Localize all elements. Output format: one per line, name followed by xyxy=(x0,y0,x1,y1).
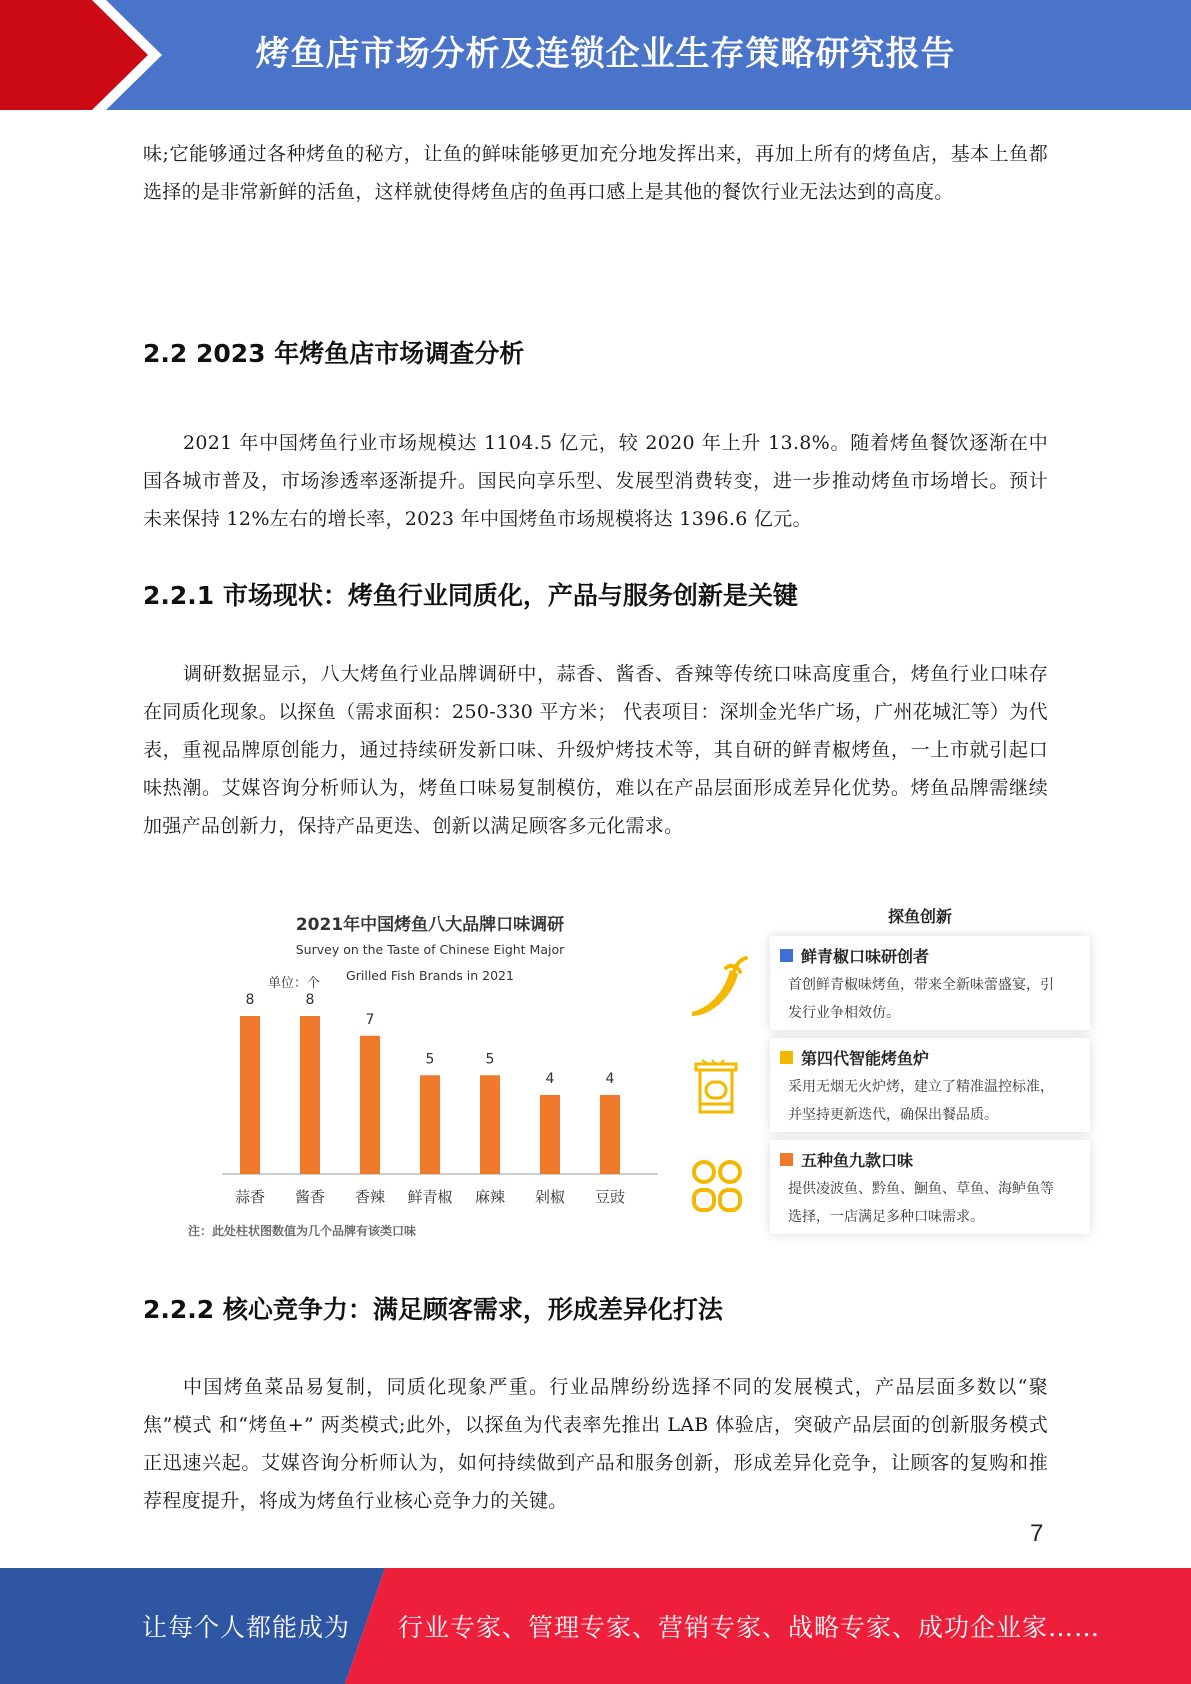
card-2-title: 第四代智能烤鱼炉 xyxy=(801,1049,930,1068)
chart-subtitle-line2: Grilled Fish Brands in 2021 xyxy=(346,968,514,983)
bar-2 xyxy=(300,1016,320,1174)
page-header xyxy=(0,0,1191,110)
section-heading-2-2: 2.2 2023 年烤鱼店市场调查分析 xyxy=(143,339,525,368)
page-number: 7 xyxy=(1030,1520,1044,1547)
category-tick-label: 豆豉 xyxy=(594,1188,626,1206)
bar-3 xyxy=(360,1036,380,1174)
bar-4 xyxy=(420,1075,440,1174)
chart-unit-label: 单位：个 xyxy=(268,976,321,991)
innovation-card-3 xyxy=(770,1140,1090,1234)
chart-subtitle-line1: Survey on the Taste of Chinese Eight Major xyxy=(295,942,565,957)
bar-7 xyxy=(600,1095,620,1174)
innovation-card-2 xyxy=(770,1038,1090,1132)
taste-survey-figure xyxy=(180,880,1100,1250)
card-3-line-1: 提供凌波鱼、黔鱼、鮰鱼、草鱼、海鲈鱼等 xyxy=(788,1181,1054,1197)
card-2-line-2: 并坚持更新迭代，确保出餐品质。 xyxy=(788,1107,998,1123)
oven-icon xyxy=(694,1058,738,1114)
report-title: 烤鱼店市场分析及连锁企业生存策略研究报告 xyxy=(255,34,956,74)
card-1-title: 鲜青椒口味研创者 xyxy=(801,947,930,966)
card-3-color-marker xyxy=(780,1153,793,1166)
section-heading-2-2-2: 2.2.2 核心竞争力：满足顾客需求，形成差异化打法 xyxy=(143,1295,723,1324)
card-3-line-2: 选择，一店满足多种口味需求。 xyxy=(788,1209,984,1225)
card-2-line-1: 采用无烟无火炉烤，建立了精准温控标准， xyxy=(788,1079,1054,1095)
chart-title: 2021年中国烤鱼八大品牌口味调研 xyxy=(295,915,565,935)
footer-slogan-right: 行业专家、管理专家、营销专家、战略专家、成功企业家…… xyxy=(398,1613,1101,1642)
card-1-line-1: 首创鲜青椒味烤鱼，带来全新味蕾盛宴，引 xyxy=(788,977,1054,993)
chili-pepper-icon xyxy=(688,956,748,1020)
section-2-2-2-paragraph: 中国烤鱼菜品易复制，同质化现象严重。行业品牌纷纷选择不同的发展模式，产品层面多数以“聚焦”模式 和“烤鱼+” 两类模式;此外，以探鱼为代表率先推出 LAB 体验店，突破产品层面的创新服务模式正迅速兴起。艾媒咨询分析师认为，如何持续做到产品和服务创新，形成差异化竞争，让顾客的复购和推荐程度提升，将成为烤鱼行业核心竞争力的关键。 xyxy=(143,1376,1048,1512)
section-2-2-paragraph: 2021 年中国烤鱼行业市场规模达 1104.5 亿元，较 2020 年上升 13.8%。随着烤鱼餐饮逐渐在中国各城市普及，市场渗透率逐渐提升。国民向享乐型、发展型消费转变，进一步推动烤鱼市场增长。预计未来保持 12%左右的增长率，2023 年中国烤鱼市场规模将达 1396.6 亿元。 xyxy=(143,432,1048,530)
card-1-color-marker xyxy=(780,949,793,962)
bar-chart xyxy=(180,880,660,1220)
card-1-line-2: 发行业争相效仿。 xyxy=(788,1005,900,1021)
category-tick-label: 香辣 xyxy=(354,1188,386,1206)
category-tick-label: 蒜香 xyxy=(234,1188,266,1206)
bar-value-label: 8 xyxy=(305,992,315,1008)
bar-value-label: 7 xyxy=(365,1011,375,1028)
bar-value-label: 4 xyxy=(605,1071,615,1087)
bar-6 xyxy=(540,1095,560,1174)
footer-slogan-left: 让每个人都能成为 xyxy=(142,1613,351,1642)
card-2-color-marker xyxy=(780,1051,793,1064)
bar-5 xyxy=(480,1075,500,1174)
side-panel-title: 探鱼创新 xyxy=(887,907,952,926)
bar-1 xyxy=(240,1016,260,1174)
chart-note: 注：此处柱状图数值为几个品牌有该类口味 xyxy=(188,1224,417,1238)
bar-value-label: 5 xyxy=(425,1051,435,1068)
category-tick-label: 鲜青椒 xyxy=(407,1188,453,1206)
bar-value-label: 4 xyxy=(545,1071,555,1087)
section-heading-2-2-1: 2.2.1 市场现状：烤鱼行业同质化，产品与服务创新是关键 xyxy=(143,581,798,610)
category-tick-label: 剁椒 xyxy=(534,1188,566,1206)
innovation-card-1 xyxy=(770,936,1090,1030)
card-3-title: 五种鱼九款口味 xyxy=(801,1151,914,1170)
intro-paragraph: 味;它能够通过各种烤鱼的秘方，让鱼的鲜味能够更加充分地发挥出来，再加上所有的烤鱼店，基本上鱼都选择的是非常新鲜的活鱼，这样就使得烤鱼店的鱼再口感上是其他的餐饮行业无法达到的高度。 xyxy=(143,143,1048,203)
bar-value-label: 5 xyxy=(485,1051,495,1068)
category-tick-label: 麻辣 xyxy=(474,1188,506,1206)
section-2-2-1-paragraph: 调研数据显示，八大烤鱼行业品牌调研中，蒜香、酱香、香辣等传统口味高度重合，烤鱼行业口味存在同质化现象。以探鱼（需求面积：250-330 平方米； 代表项目：深圳金光华广场，广州花城汇等）为代表，重视品牌原创能力，通过持续研发新口味、升级炉烤技术等，其自研的鲜青椒烤鱼，一上市就引起口味热潮。艾媒咨询分析师认为，烤鱼口味易复制模仿，难以在产品层面形成差异化优势。烤鱼品牌需继续加强产品创新力，保持产品更迭、创新以满足顾客多元化需求。 xyxy=(143,663,1048,837)
grid-circles-icon xyxy=(690,1158,744,1214)
bar-value-label: 8 xyxy=(245,992,255,1008)
category-tick-label: 酱香 xyxy=(294,1188,326,1206)
page-footer xyxy=(0,1568,1191,1684)
